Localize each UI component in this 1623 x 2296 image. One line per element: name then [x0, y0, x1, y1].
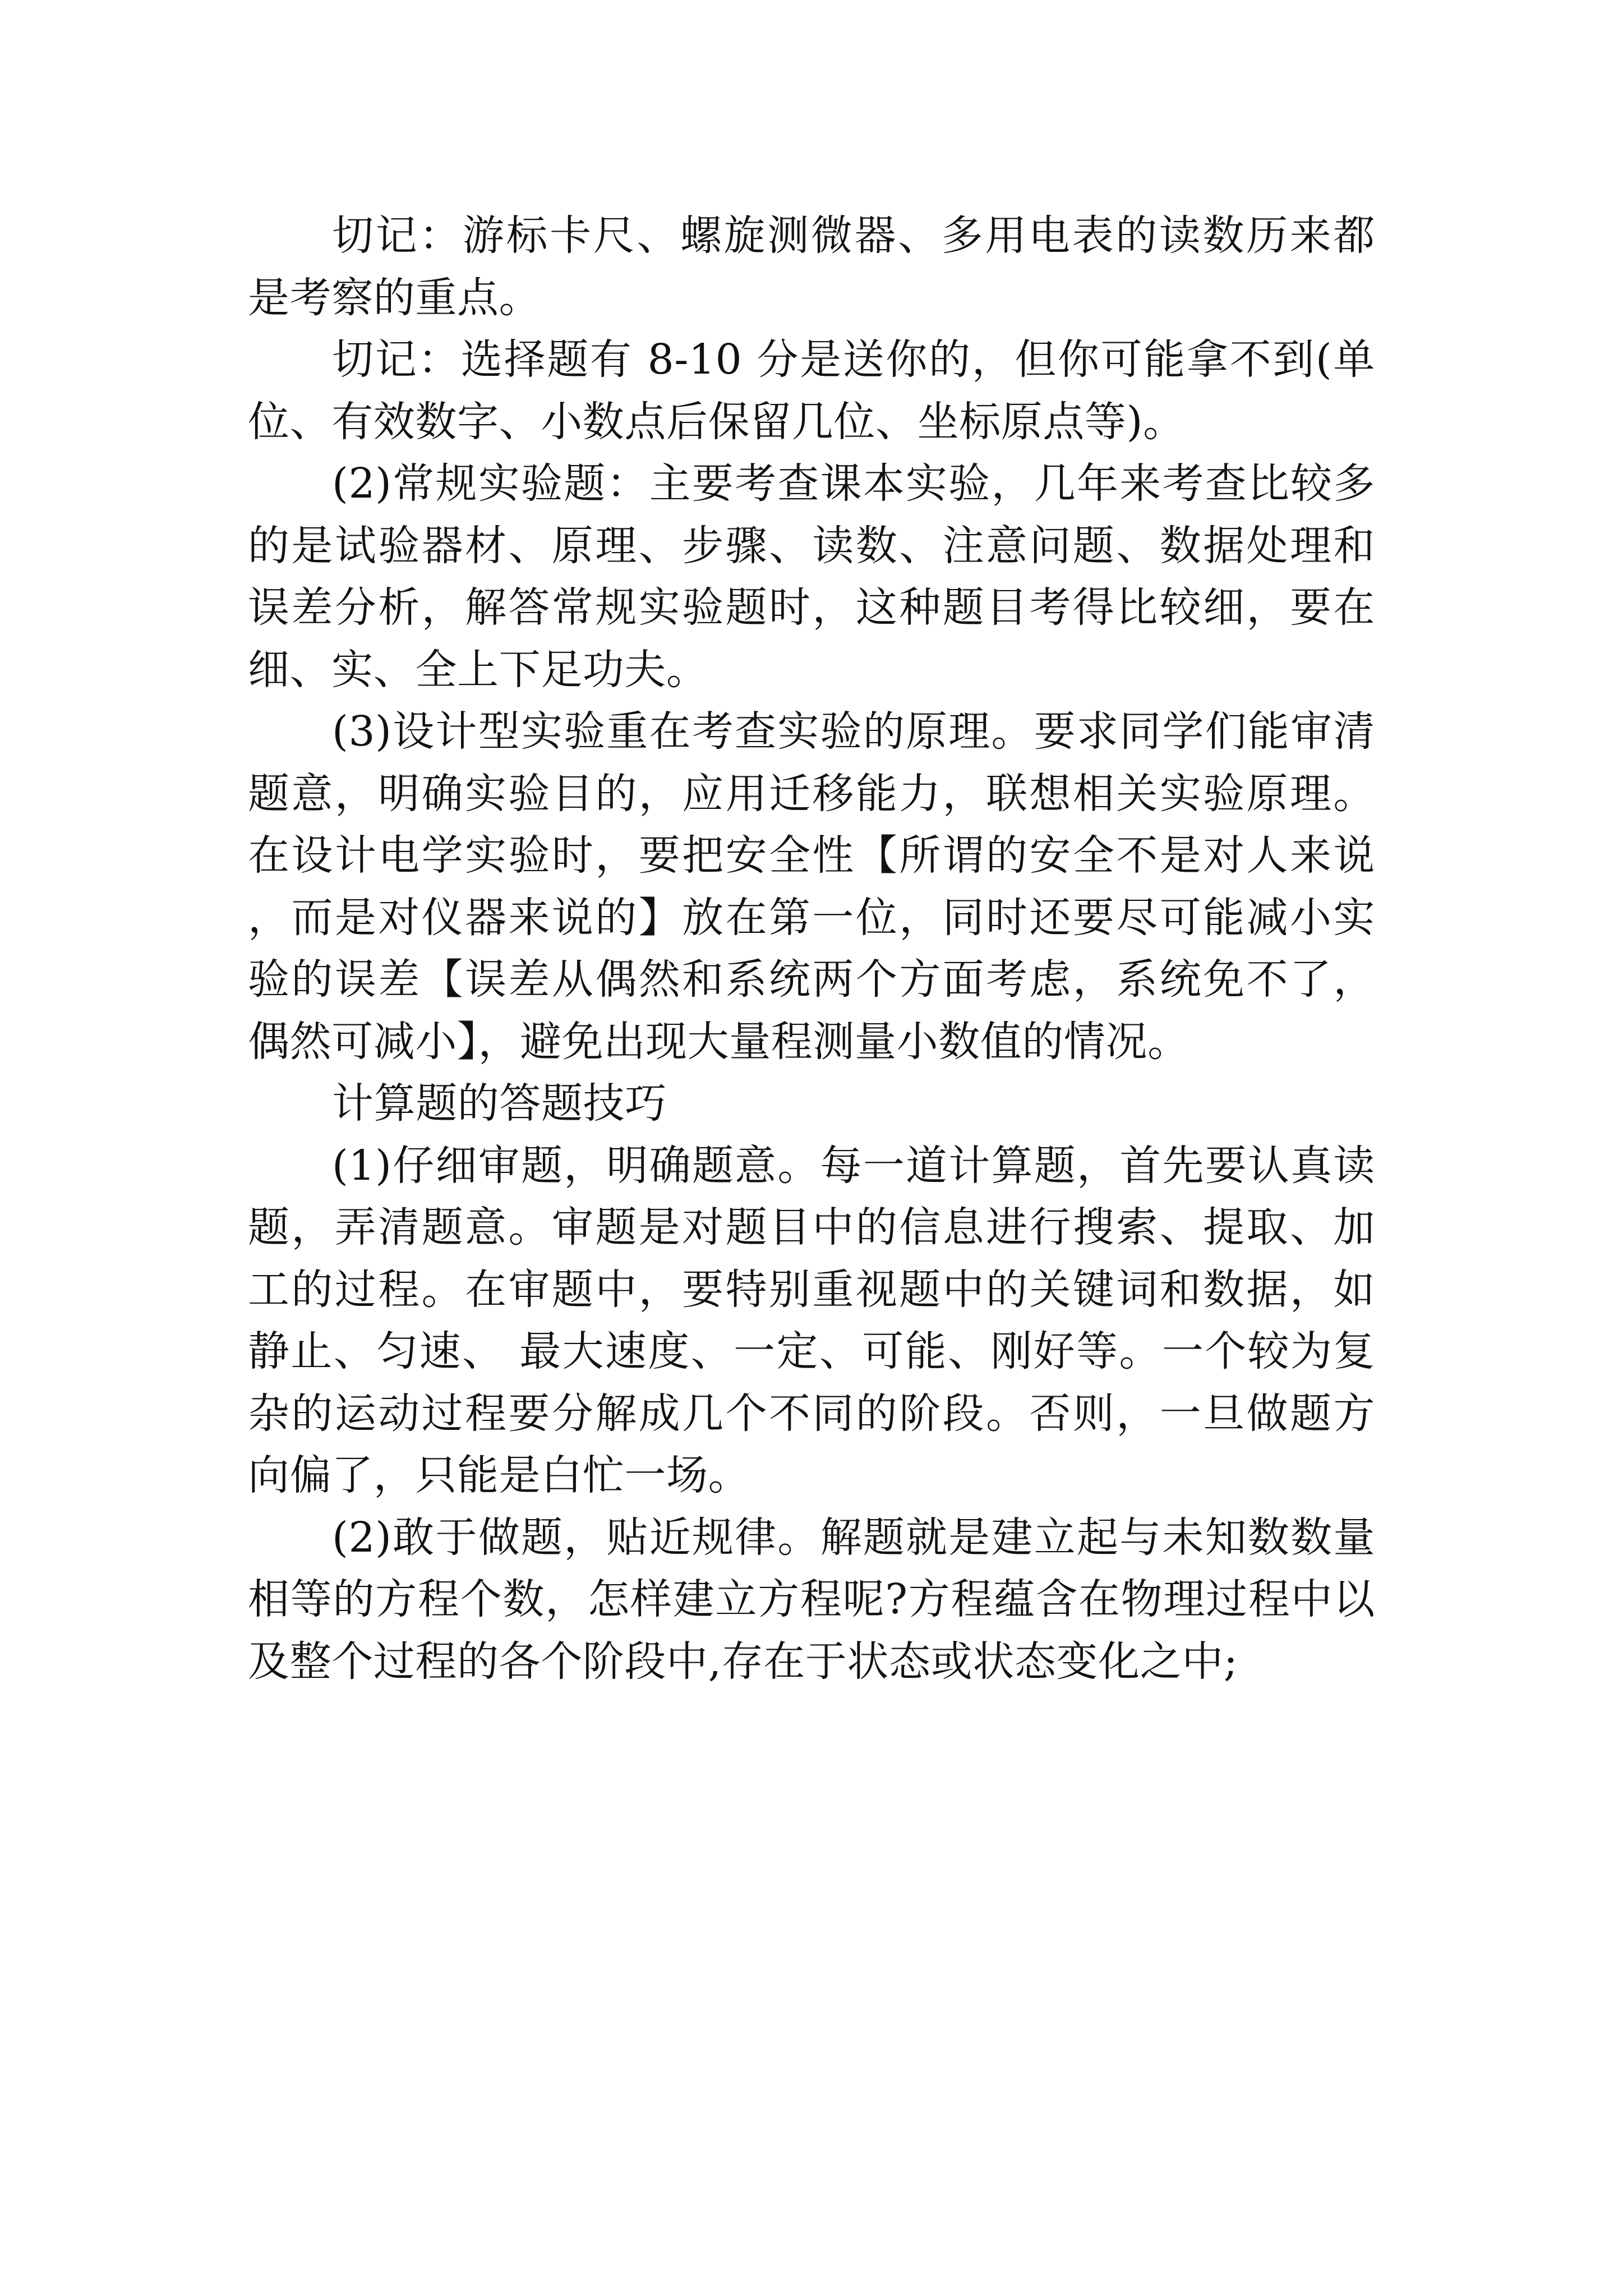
paragraph-design-experiment: (3)设计型实验重在考查实验的原理。要求同学们能审清题意，明确实验目的，应用迁移能力，联想相关实验原理。在设计电学实验时，要把安全性【所谓的安全不是对人来说，而是对仪器来说的】放在第一位，同时还要尽可能减小实验的误差【误差从偶然和系统两个方面考虑，系统免不了，偶然可减小】，避免出现大量程测量小数值的情况。 [248, 707, 1375, 1066]
paragraph-choice-question-note: 切记：选择题有 8-10 分是送你的，但你可能拿不到(单位、有效数字、小数点后保留几位、坐标原点等)。 [248, 335, 1375, 446]
section-heading-calculation-tips: 计算题的答题技巧 [332, 1079, 667, 1128]
paragraph-caliper-note: 切记：游标卡尺、螺旋测微器、多用电表的读数历来都是考察的重点。 [248, 211, 1375, 322]
document-body [248, 205, 1375, 1692]
paragraph-dare-to-solve: (2)敢于做题，贴近规律。解题就是建立起与未知数数量相等的方程个数，怎样建立方程呢?方程蕴含在物理过程中以及整个过程的各个阶段中,存在于状态或状态变化之中; [248, 1513, 1375, 1686]
paragraph-regular-experiment: (2)常规实验题：主要考查课本实验，几年来考查比较多的是试验器材、原理、步骤、读数、注意问题、数据处理和误差分析，解答常规实验题时，这种题目考得比较细，要在细、实、全上下足功夫。 [248, 459, 1375, 694]
paragraph-careful-reading: (1)仔细审题，明确题意。每一道计算题，首先要认真读题，弄清题意。审题是对题目中的信息进行搜索、提取、加工的过程。在审题中，要特别重视题中的关键词和数据，如静止、匀速、 最大速度、一定、可能、刚好等。一个较为复杂的运动过程要分解成几个不同的阶段。否则，一旦做题方向偏了，只能是白忙一场。 [248, 1141, 1375, 1499]
